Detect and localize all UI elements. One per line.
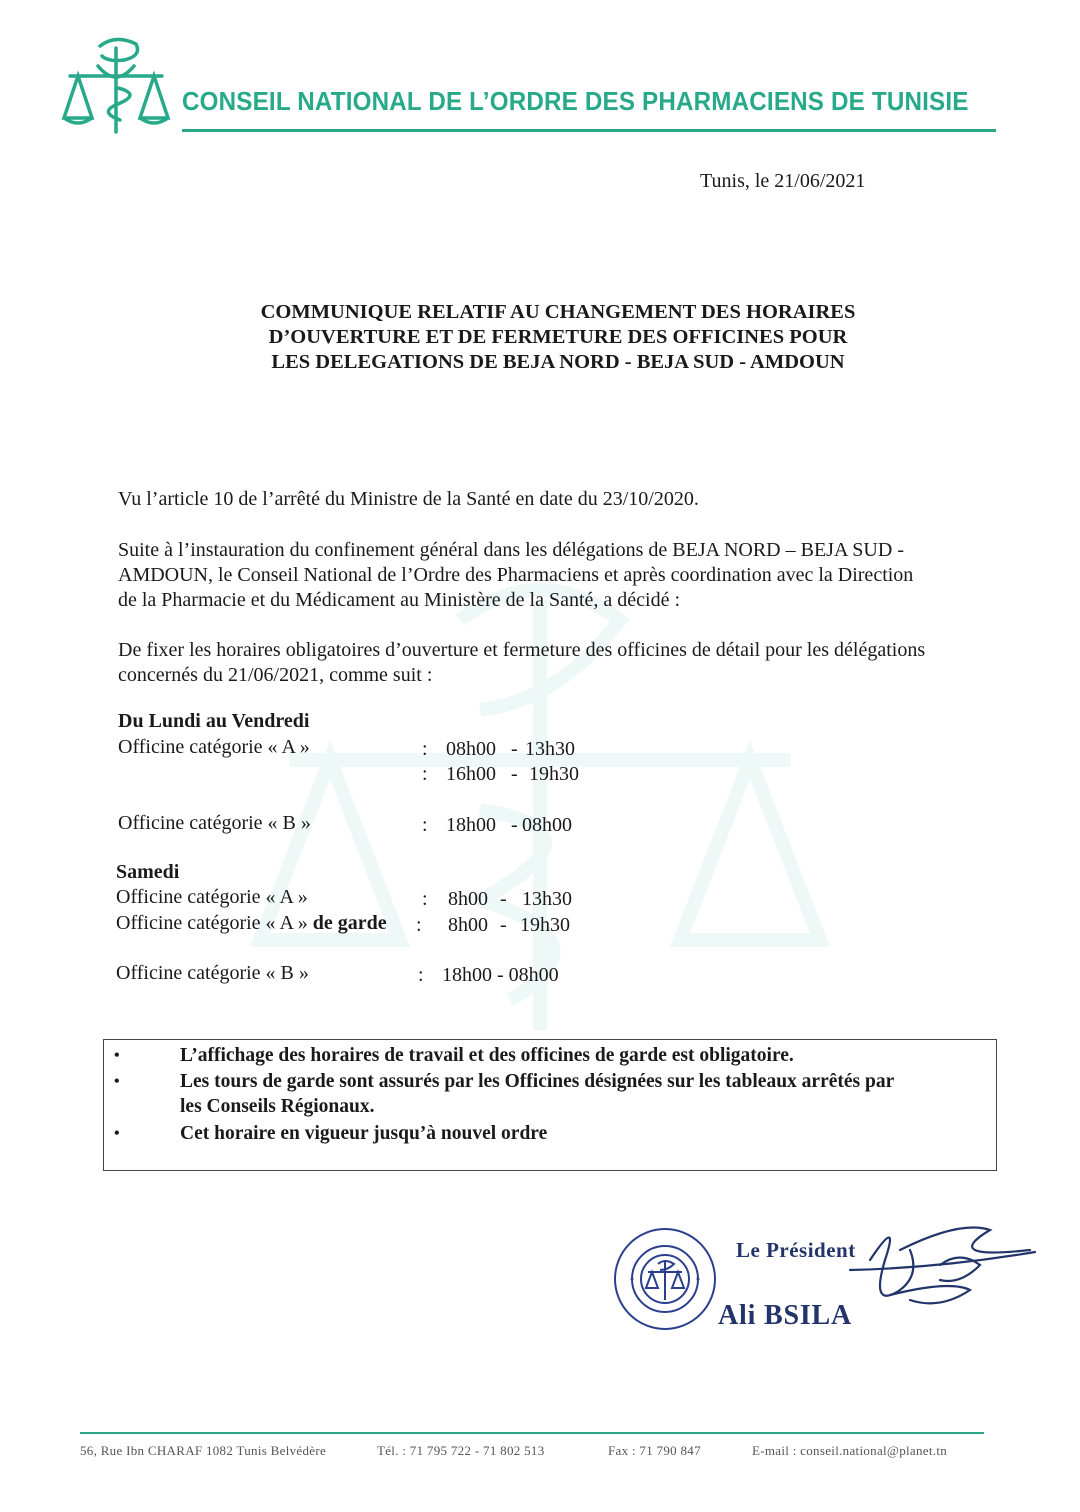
- saturday-cat-a-garde-label-text: Officine catégorie « A »: [116, 912, 308, 934]
- pharmacy-scales-logo: [58, 36, 174, 136]
- title-line: LES DELEGATIONS DE BEJA NORD - BEJA SUD - AMDOUN: [271, 351, 845, 373]
- paragraph-reference: Vu l’article 10 de l’arrêté du Ministre de la Santé en date du 23/10/2020.: [118, 488, 699, 510]
- weekday-cat-b-label: Officine catégorie « B »: [118, 812, 311, 834]
- paragraph-decision: [118, 638, 998, 688]
- saturday-cat-a-garde-end: 19h30: [520, 914, 570, 936]
- dash: -: [500, 888, 507, 910]
- handwritten-signature: [840, 1220, 1040, 1320]
- organization-name: CONSEIL NATIONAL DE L’ORDRE DES PHARMACIENS DE TUNISIE: [182, 86, 969, 116]
- title-line: COMMUNIQUE RELATIF AU CHANGEMENT DES HORAIRES: [260, 301, 856, 323]
- saturday-cat-a-garde-label: [116, 912, 387, 935]
- bullet: •: [114, 1047, 120, 1064]
- president-title: Le Président: [736, 1238, 856, 1262]
- notice-text-line: les Conseils Régionaux.: [180, 1096, 375, 1117]
- header-rule: [182, 129, 996, 132]
- footer-fax: Fax : 71 790 847: [608, 1443, 701, 1458]
- bullet: •: [114, 1073, 120, 1090]
- weekday-heading: Du Lundi au Vendredi: [118, 710, 310, 732]
- colon: :: [418, 964, 424, 986]
- notice-text: L’affichage des horaires de travail et des officines de garde est obligatoire.: [180, 1045, 794, 1066]
- bullet: •: [114, 1125, 120, 1142]
- colon: :: [422, 763, 428, 785]
- official-seal-stamp: [612, 1226, 718, 1332]
- notice-text: Cet horaire en vigueur jusqu’à nouvel ordre: [180, 1123, 548, 1144]
- colon: :: [422, 814, 428, 836]
- weekday-cat-a-label: Officine catégorie « A »: [118, 736, 310, 758]
- communique-title: [130, 300, 986, 375]
- footer-rule: [80, 1432, 984, 1434]
- footer-phone: Tél. : 71 795 722 - 71 802 513: [377, 1443, 545, 1458]
- notice-text-line: Les tours de garde sont assurés par les Officines désignées sur les tableaux arrêtés par: [180, 1071, 895, 1092]
- dash: -: [511, 763, 518, 785]
- colon: :: [422, 888, 428, 910]
- saturday-heading: Samedi: [116, 861, 180, 883]
- saturday-garde-suffix: de garde: [312, 912, 387, 934]
- paragraph-line: de la Pharmacie et du Médicament au Ministère de la Santé, a décidé :: [118, 589, 681, 611]
- notice-text: [180, 1069, 990, 1119]
- weekday-cat-b-start: 18h00: [446, 814, 496, 836]
- dash: -: [511, 738, 518, 760]
- paragraph-line: concernés du 21/06/2021, comme suit :: [118, 664, 433, 686]
- paragraph-line: Suite à l’instauration du confinement général dans les délégations de BEJA NORD – BEJA SUD -: [118, 539, 904, 561]
- dash: -: [511, 814, 518, 836]
- paragraph-line: De fixer les horaires obligatoires d’ouverture et fermeture des officines de détail pour les délégations: [118, 639, 926, 661]
- colon: :: [422, 738, 428, 760]
- weekday-cat-a-slot2-start: 16h00: [446, 763, 496, 785]
- saturday-cat-b-range: 18h00 - 08h00: [442, 964, 559, 986]
- weekday-cat-b-end: 08h00: [522, 814, 572, 836]
- title-line: D’OUVERTURE ET DE FERMETURE DES OFFICINES POUR: [268, 326, 848, 348]
- saturday-cat-a-start: 8h00: [448, 888, 488, 910]
- colon: :: [416, 914, 422, 936]
- footer-address: 56, Rue Ibn CHARAF 1082 Tunis Belvédère: [80, 1443, 327, 1458]
- footer-email: E-mail : conseil.national@planet.tn: [752, 1443, 948, 1458]
- saturday-cat-a-end: 13h30: [522, 888, 572, 910]
- dash: -: [500, 914, 507, 936]
- weekday-cat-a-slot1-start: 08h00: [446, 738, 496, 760]
- paragraph-line: AMDOUN, le Conseil National de l’Ordre des Pharmaciens et après coordination avec la Direction: [118, 564, 914, 586]
- notice-box: [103, 1039, 997, 1171]
- weekday-cat-a-slot2-end: 19h30: [529, 763, 579, 785]
- weekday-cat-a-slot1-end: 13h30: [525, 738, 575, 760]
- saturday-cat-b-label: Officine catégorie « B »: [116, 962, 309, 984]
- date-line: Tunis, le 21/06/2021: [700, 170, 866, 192]
- paragraph-context: [118, 538, 998, 613]
- saturday-cat-a-garde-start: 8h00: [448, 914, 488, 936]
- president-name: Ali BSILA: [718, 1300, 853, 1331]
- saturday-cat-a-label: Officine catégorie « A »: [116, 886, 308, 908]
